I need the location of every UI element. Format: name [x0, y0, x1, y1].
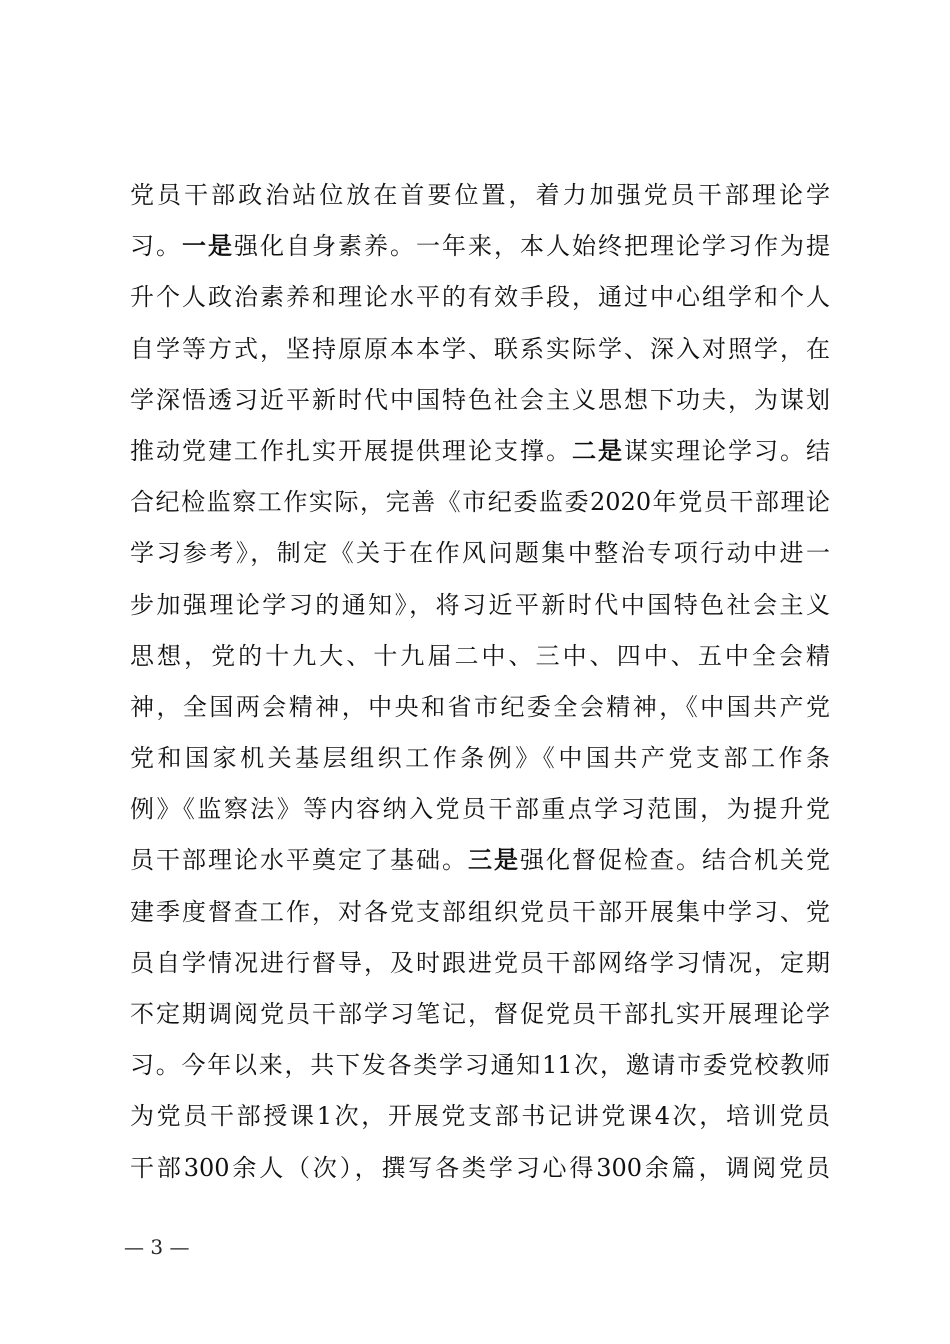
text-segment: 学深悟透习近平新时代中国特色社会主义思想下功夫，为谋划 — [130, 385, 830, 414]
text-segment: 思想，党的十九大、十九届二中、三中、四中、五中全会精 — [130, 641, 830, 670]
text-line — [130, 1040, 830, 1091]
text-line — [130, 528, 830, 579]
text-segment: 升个人政治素养和理论水平的有效手段，通过中心组学和个人 — [130, 283, 830, 312]
text-line — [130, 170, 830, 221]
text-line — [130, 426, 830, 477]
bold-keyword: 三是 — [468, 846, 520, 875]
text-line — [130, 682, 830, 733]
page-number: — 3 — — [124, 1235, 190, 1259]
text-segment: 习。今年以来，共下发各类学习通知11次，邀请市委党校教师 — [130, 1051, 830, 1080]
text-segment: 强化自身素养。一年来，本人始终把理论学习作为提 — [234, 232, 830, 261]
text-segment: 员自学情况进行督导，及时跟进党员干部网络学习情况，定期 — [130, 948, 830, 977]
text-segment: 合纪检监察工作实际，完善《市纪委监委2020年党员干部理论 — [130, 488, 830, 517]
text-line — [130, 1091, 830, 1142]
text-line — [130, 784, 830, 835]
text-line — [130, 938, 830, 989]
text-segment: 推动党建工作扎实开展提供理论支撑。 — [130, 436, 572, 465]
text-segment: 党员干部政治站位放在首要位置，着力加强党员干部理论学 — [130, 181, 830, 209]
text-line — [130, 733, 830, 784]
text-segment: 学习参考》，制定《关于在作风问题集中整治专项行动中进一 — [130, 539, 830, 568]
text-segment: 强化督促检查。结合机关党 — [520, 846, 830, 875]
text-segment: 神，全国两会精神，中央和省市纪委全会精神，《中国共产党 — [130, 692, 830, 721]
text-line — [130, 375, 830, 426]
text-segment: 干部300余人（次），撰写各类学习心得300余篇，调阅党员 — [130, 1153, 830, 1182]
text-line — [130, 272, 830, 323]
text-segment: 建季度督查工作，对各党支部组织党员干部开展集中学习、党 — [130, 897, 830, 926]
text-segment: 为党员干部授课1次，开展党支部书记讲党课4次，培训党员 — [130, 1102, 830, 1131]
text-segment: 员干部理论水平奠定了基础。 — [130, 846, 468, 875]
text-line — [130, 631, 830, 682]
text-line — [130, 580, 830, 631]
bold-keyword: 一是 — [182, 232, 234, 261]
text-segment: 党和国家机关基层组织工作条例》《中国共产党支部工作条 — [130, 744, 830, 773]
text-segment: 习。 — [130, 232, 182, 261]
body-text — [130, 170, 830, 1194]
text-line — [130, 324, 830, 375]
text-segment: 例》《监察法》等内容纳入党员干部重点学习范围，为提升党 — [130, 795, 830, 824]
text-line — [130, 835, 830, 886]
bold-keyword: 二是 — [572, 436, 624, 465]
text-segment: 谋实理论学习。结 — [624, 436, 830, 465]
text-line — [130, 887, 830, 938]
text-line — [130, 1143, 830, 1194]
text-segment: 自学等方式，坚持原原本本学、联系实际学、深入对照学，在 — [130, 334, 830, 363]
text-line — [130, 477, 830, 528]
text-line — [130, 989, 830, 1040]
text-segment: 步加强理论学习的通知》，将习近平新时代中国特色社会主义 — [130, 590, 830, 619]
text-line — [130, 221, 830, 272]
text-segment: 不定期调阅党员干部学习笔记，督促党员干部扎实开展理论学 — [130, 1000, 830, 1028]
